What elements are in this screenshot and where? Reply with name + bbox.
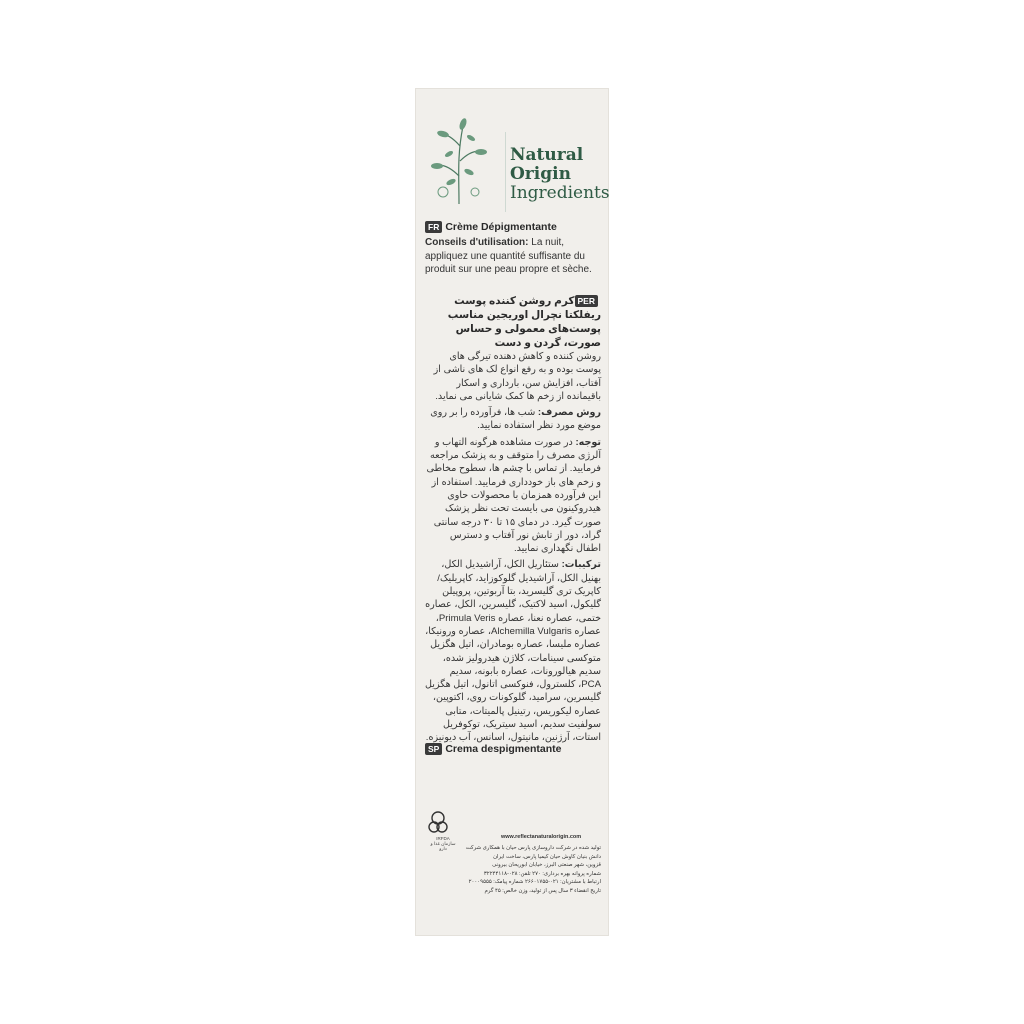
fr-usage-text	[425, 236, 601, 277]
logo-line-origin: Origin	[510, 164, 571, 184]
french-section	[425, 220, 601, 277]
fr-usage-body: La nuit, appliquez une quantité suffisante du produit sur une peau propre et sèche.	[425, 237, 592, 275]
irfda-seal-icon	[427, 810, 449, 836]
mfg-line-6: تاریخ انقضاء ۳ سال پس از تولید، وزن خالص: ۴۵ گرم	[484, 887, 601, 894]
manufacturer-info	[425, 844, 601, 896]
logo-line-natural: Natural	[510, 145, 584, 165]
logo-wordmark	[510, 146, 610, 203]
mfg-line-3: قزوین، شهر صنعتی البرز، خیابان ابوریحان بیرونی	[492, 862, 601, 869]
sp-product-title: Crema despigmentante	[445, 743, 562, 755]
sp-title-row	[425, 742, 601, 756]
per-usage	[425, 406, 601, 433]
per-usage-label: روش مصرف:	[537, 407, 601, 419]
fr-usage-label: Conseils d'utilisation:	[425, 237, 529, 248]
per-language-tag: PER	[575, 295, 598, 307]
persian-section	[425, 294, 601, 748]
per-ingredients-label: ترکیبات:	[561, 559, 601, 571]
per-warning	[425, 436, 601, 556]
mfg-line-5: ارتباط با مشتریان: ۰۲۱-۲۶۶۰۱۷۵۵ شماره پیامک: ۲۰۰۰۹۵۵۵	[468, 879, 601, 886]
mfg-line-4: شماره پروانه بهره برداری: ۲۷۰ تلفن: ۰۲۸-۳۲۲۴۴۱۱۸	[483, 870, 601, 877]
spanish-section	[425, 742, 601, 756]
per-product-title: کرم روشن کننده پوست ریفلکتا نچرال اوریجین مناسب پوست‌های معمولی و حساس صورت، گردن و دست	[447, 295, 601, 349]
product-box-side-panel	[415, 88, 609, 936]
fr-language-tag: FR	[425, 221, 442, 233]
per-intro: روشن کننده و کاهش دهنده تیرگی های پوست بوده و به رفع انواع لک های ناشی از آفتاب، افزایش سن، بارداری و اسکار باقیمانده از زخم ها کمک شایانی می نماید.	[433, 351, 601, 402]
seal-label-en: IRFDA	[436, 836, 450, 841]
per-title-row	[425, 294, 601, 350]
per-ingredients-text: ستئاریل الکل، آراشیدیل الکل، بهنیل الکل، آراشیدیل گلوکوزاید، کاپریلیک/ کاپریک تری گلیسرید، بتا آربوتین، پروپیلن گلیکول، اسید لاکتیک، گلیسرین، الکل، عصاره ختمی، عصاره نعنا، عصاره Primula Veris، عصاره Alchemilla Vulgaris، عصاره ورونیکا، عصاره ملیسا، عصاره بومادران، اتیل هگزیل متوکسی سینامات، کلاژن هیدرولیز شده، سدیم هیالورونات، عصاره بابونه، سدیم PCA، کلسترول، فنوکسی اتانول، اتیل هگزیل گلیسرین، سرامید، گلوکونات روی، اکتوپین، عصاره لیکوریس، رتینیل پالمیتات، متابی سولفیت سدیم، اسید سیتریک، توکوفریل استات، آرژنین، مانیتول، اسانس، آب دیونیزه.	[425, 559, 601, 744]
sp-language-tag: SP	[425, 743, 442, 755]
mfg-line-1: تولید شده در شرکت داروسازی پارس حیان با همکاری شرکت	[465, 845, 601, 851]
per-warning-label: توجه:	[575, 436, 601, 448]
plant-sprig-icon	[429, 116, 489, 206]
website-url: www.reflectanaturalorigin.com	[501, 834, 582, 840]
per-warning-text: در صورت مشاهده هرگونه التهاب و آلرژی مصرف را متوقف و به پزشک مراجعه فرمایید. از تماس با چشم ها، سطوح مخاطی و زخم های باز خودداری فرمایید. استفاده از این فرآورده همزمان با محصولات حاوی هیدروکینون می بایست تحت نظر پزشک صورت گیرد. در دمای ۱۵ تا ۳۰ درجه سانتی گراد، دور از تابش نور آفتاب و دسترس اطفال نگهداری نمایید.	[426, 436, 601, 555]
logo-line-ingredients: Ingredients	[510, 183, 610, 203]
per-usage-text: شب ها، فرآورده را بر روی موضع مورد نظر استفاده نمایید.	[430, 407, 601, 432]
fr-product-title: Crème Dépigmentante	[445, 221, 557, 233]
per-ingredients	[425, 558, 601, 744]
fr-title-row	[425, 220, 601, 234]
per-body	[425, 350, 601, 745]
mfg-line-2: دانش بنیان کاوش حیان کیمیا پارس، ساخت ایران	[493, 853, 601, 860]
natural-origin-logo	[423, 110, 610, 210]
seal-label-fa: سازمان غذا و دارو	[430, 841, 456, 851]
